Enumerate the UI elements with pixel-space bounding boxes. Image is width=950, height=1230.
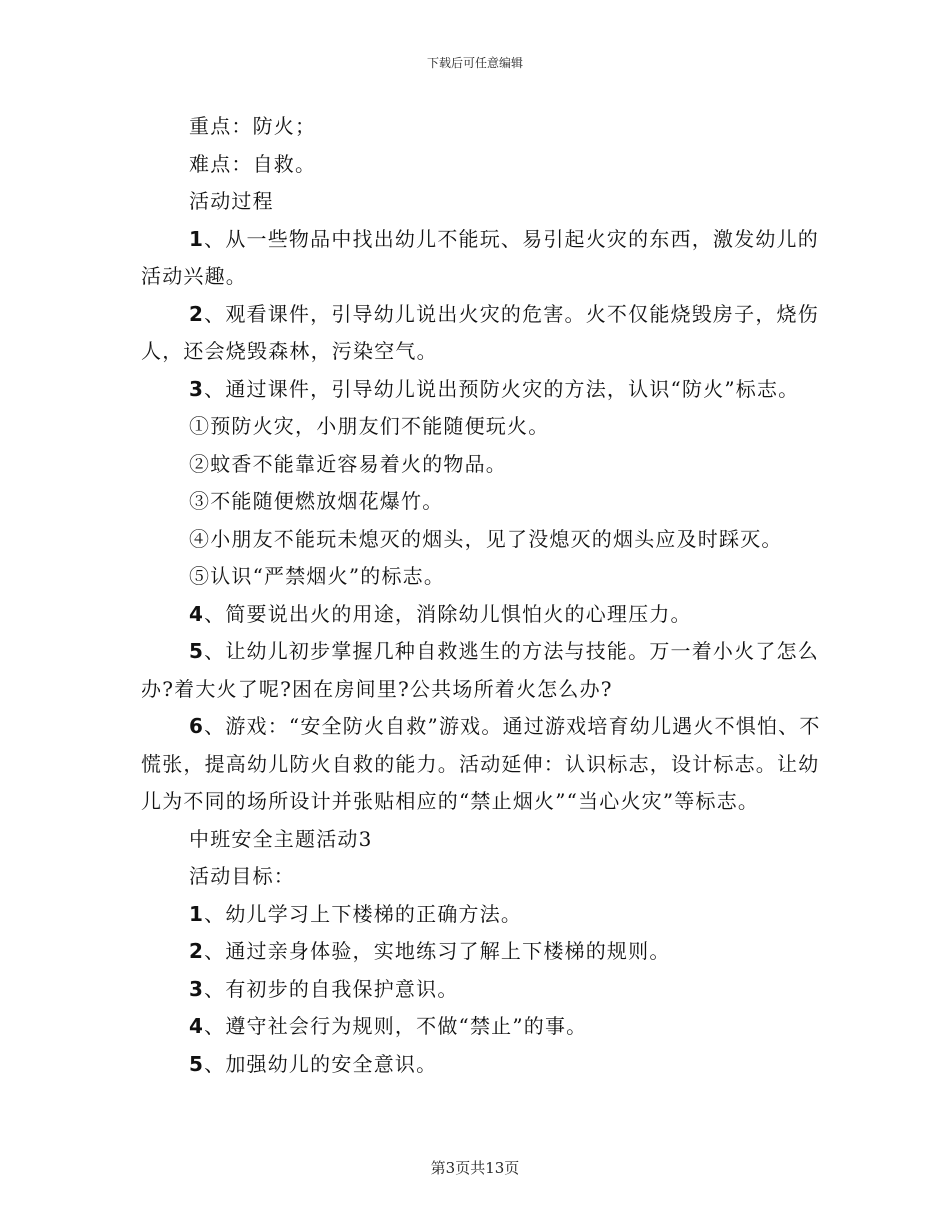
paragraph-text: 、从一些物品中找出幼儿不能玩、易引起火灾的东西，激发幼儿的活动兴趣。 [141, 226, 819, 288]
paragraph [141, 446, 831, 484]
paragraph-text: 、加强幼儿的安全意识。 [204, 1051, 438, 1076]
list-number: 1 [189, 226, 205, 251]
paragraph-text: ④小朋友不能玩未熄灭的烟头，见了没熄灭的烟头应及时踩灭。 [189, 526, 783, 551]
paragraph-text: 活动过程 [189, 189, 274, 213]
list-number: 2 [189, 939, 205, 963]
section-heading [141, 821, 831, 859]
paragraph [141, 633, 831, 708]
paragraph-text: ②蚊香不能靠近容易着火的物品。 [189, 451, 507, 476]
paragraph [141, 933, 831, 971]
list-number: 6 [189, 714, 205, 738]
paragraph [141, 483, 831, 521]
paragraph [141, 1046, 831, 1084]
paragraph-text: 、通过课件，引导幼儿说出预防火灾的方法，认识“防火”标志。 [204, 376, 800, 401]
list-number: 5 [189, 1051, 205, 1076]
paragraph-text: ⑤认识“严禁烟火”的标志。 [189, 564, 446, 588]
paragraph [141, 371, 831, 409]
paragraph [141, 596, 831, 634]
paragraph-text: 、简要说出火的用途，消除幼儿惧怕火的心理压力。 [204, 601, 692, 626]
paragraph-text: 、遵守社会行为规则，不做“禁止”的事。 [204, 1014, 588, 1038]
paragraph [141, 296, 831, 371]
paragraph-text: 难点：自救。 [189, 151, 317, 176]
paragraph [141, 1008, 831, 1046]
paragraph [141, 971, 831, 1009]
paragraph [141, 708, 831, 821]
paragraph-text: 、幼儿学习上下楼梯的正确方法。 [204, 901, 523, 926]
paragraph-text: 、通过亲身体验，实地练习了解上下楼梯的规则。 [204, 939, 671, 963]
list-number: 4 [189, 1014, 205, 1038]
list-number: 5 [189, 639, 205, 663]
paragraph [141, 221, 831, 296]
page-footer: 第3页共13页 [430, 1159, 520, 1177]
paragraph [141, 521, 831, 559]
paragraph-text: 重点：防火； [189, 114, 317, 138]
paragraph [141, 408, 831, 446]
paragraph-text: ③不能随便燃放烟花爆竹。 [189, 489, 444, 513]
document-body [141, 108, 831, 1083]
list-number: 4 [189, 601, 205, 626]
list-number: 1 [189, 901, 205, 926]
list-number: 3 [189, 376, 205, 401]
list-number: 2 [189, 301, 205, 326]
list-number: 3 [189, 976, 205, 1001]
paragraph-text: 、有初步的自我保护意识。 [204, 976, 459, 1001]
page-header: 下载后可任意编辑 [426, 56, 523, 70]
paragraph [141, 108, 831, 146]
paragraph-text: 、观看课件，引导幼儿说出火灾的危害。火不仅能烧毁房子，烧伤人，还会烧毁森林，污染空气。 [141, 301, 819, 363]
paragraph-text: 活动目标： [189, 864, 295, 888]
paragraph-text: 中班安全主题活动3 [189, 826, 373, 851]
paragraph [141, 146, 831, 184]
paragraph-text: 、让幼儿初步掌握几种自救逃生的方法与技能。万一着小火了怎么办?着大火了呢?困在房间里?公共场所着火怎么办? [141, 639, 819, 701]
paragraph-text: ①预防火灾，小朋友们不能随便玩火。 [189, 414, 550, 438]
section-heading [141, 858, 831, 896]
paragraph [141, 558, 831, 596]
paragraph-text: 、游戏：“安全防火自救”游戏。通过游戏培育幼儿遇火不惧怕、不慌张，提高幼儿防火自救的能力。活动延伸：认识标志，设计标志。让幼儿为不同的场所设计并张贴相应的“禁止烟火”“当心火灾”等标志。 [141, 714, 821, 813]
section-heading [141, 183, 831, 221]
paragraph [141, 896, 831, 934]
